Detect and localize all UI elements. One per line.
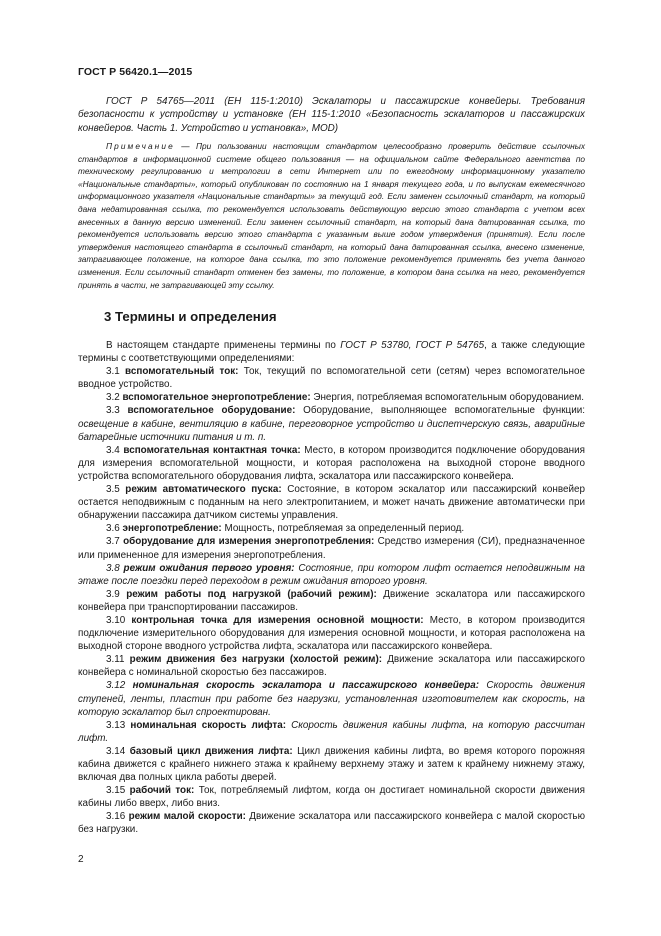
term-3-13: 3.13 номинальная скорость лифта: Скорость движения кабины лифта, на которую рассчитан лифт. (78, 719, 585, 744)
document-header: ГОСТ Р 56420.1—2015 (78, 66, 193, 78)
term-3-4: 3.4 вспомогательная контактная точка: Место, в котором производится подключение оборудования для измерения вспомогательной мощности, и которая расположена на выходной стороне вводного устройства вспомогательного оборудования лифта, эскалатора или пассажирского конвейера. (78, 444, 585, 482)
term-3-7: 3.7 оборудование для измерения энергопотребления: Средство измерения (СИ), предназначенное или примененное для измерения энергопотребления. (78, 536, 585, 561)
page-number: 2 (78, 854, 84, 865)
term-3-5: 3.5 режим автоматического пуска: Состояние, в котором эскалатор или пассажирский конвейер остается неподвижным с поданным на него электропитанием, и может начать движение автоматически при обнаружении пассажира датчиком системы управления. (78, 484, 585, 522)
section-title: 3 Термины и определения (104, 309, 277, 324)
note-label: Примечание (106, 141, 175, 151)
term-3-6: 3.6 энергопотребление: Мощность, потребляемая за определенный период. (106, 523, 465, 535)
terms-body (78, 339, 585, 837)
term-3-14: 3.14 базовый цикл движения лифта: Цикл движения кабины лифта, во время которого порожняя кабина движется с крайнего нижнего этажа к крайнему верхнему этажу и затем к крайнему нижнему этажу, включая два полных цикла работы дверей. (78, 745, 585, 784)
term-3-12: 3.12 номинальная скорость эскалатора и пассажирского конвейера: Скорость движения ступеней, ленты, пластин при работе без нагрузки, установленная изготовителем как скорость, на которую эскалатор был спроектирован. (78, 680, 585, 718)
term-3-8: 3.8 режим ожидания первого уровня: Состояние, при котором лифт остается неподвижным на этаже после поездки перед переходом в режим ожидания второго уровня. (78, 562, 585, 587)
term-3-15: 3.15 рабочий ток: Ток, потребляемый лифтом, когда он достигает номинальной скорости движения кабины либо вверх, либо вниз. (78, 785, 585, 810)
note-paragraph (78, 140, 585, 291)
intro-refs: ГОСТ Р 53780, ГОСТ Р 54765 (340, 340, 485, 351)
note-text: — При пользовании настоящим стандартом целесообразно проверить действие ссылочных стандартов в информационной системе общего пользования — на официальном сайте Федерального агентства по техническому регулированию и метрологии в сети Интернет или по ежегодному информационному указателю «Национальные стандарты», который опубликован по состоянию на 1 января текущего года, и по выпускам ежемесячного информационного указателя «Национальные стандарты» за текущий год. Если заменен ссылочный стандарт, на который дана недатированная ссылка, то рекомендуется использовать действующую версию этого стандарта с учетом всех внесенных в данную версию изменений. Если заменен ссылочный стандарт, на который дана датированная ссылка, то рекомендуется использовать версию этого стандарта с указанным выше годом утверждения (принятия). Если после утверждения настоящего стандарта в ссылочный стандарт, на который дана датированная ссылка, внесено изменение, затрагивающее положение, на которое дана ссылка, то это положение рекомендуется применять без учета данного изменения. Если ссылочный стандарт отменен без замены, то положение, в котором дана ссылка на него, рекомендуется принять в части, не затрагивающей эту ссылку. (78, 141, 585, 290)
term-3-10: 3.10 контрольная точка для измерения основной мощности: Место, в котором производится подключение измерительного оборудования для измерения основной мощности, и которая расположена на выходной стороне вводного устройства лифта, эскалатора или пассажирского конвейера. (78, 614, 585, 653)
normative-reference: ГОСТ Р 54765—2011 (ЕН 115-1:2010) Эскалаторы и пассажирские конвейеры. Требования безопасности к устройству и установке (ЕН 115-1:2010 «Безопасность эскалаторов и пассажирских конвейеров. Часть 1. Устройство и установка», MOD) (78, 96, 585, 134)
term-3-16: 3.16 режим малой скорости: Движение эскалатора или пассажирского конвейера с малой скоростью без нагрузки. (78, 811, 585, 836)
term-3-3: 3.3 вспомогательное оборудование: Оборудование, выполняющее вспомогательные функции: освещение в кабине, вентиляцию в кабине, переговорное устройство и диспетчерскую связь, аварийные батарейные источники питания и т. п. (78, 405, 585, 443)
term-3-9: 3.9 режим работы под нагрузкой (рабочий режим): Движение эскалатора или пассажирского конвейера при транспортировании пассажиров. (78, 588, 585, 613)
intro-paragraph: В настоящем стандарте применены термины по ГОСТ Р 53780, ГОСТ Р 54765, а также следующие термины с соответствующими определениями: (78, 340, 585, 365)
term-3-1: 3.1 вспомогательный ток: Ток, текущий по вспомогательной сети (сетям) через вспомогательное вводное устройство. (78, 366, 585, 391)
term-3-11: 3.11 режим движения без нагрузки (холостой режим): Движение эскалатора или пассажирского конвейера с номинальной скоростью без пассажиров. (78, 654, 586, 679)
term-3-2: 3.2 вспомогательное энергопотребление: Энергия, потребляемая вспомогательным оборудованием. (106, 392, 584, 404)
